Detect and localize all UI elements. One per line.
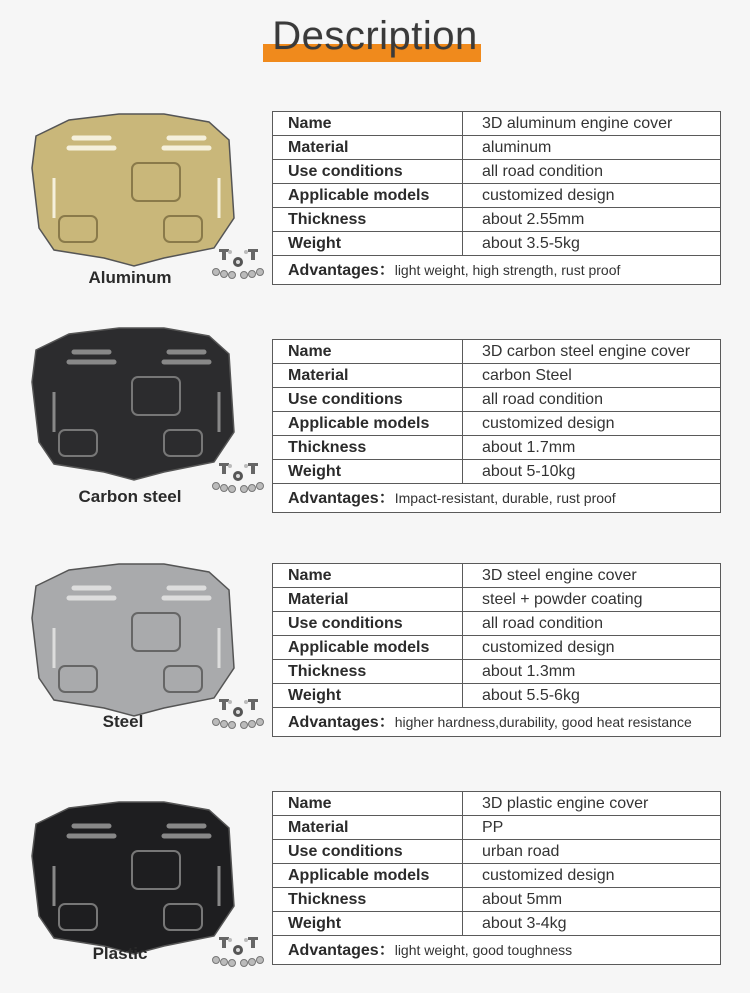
engine-cover-plate-icon <box>32 328 234 480</box>
thickness-label: Thickness <box>273 436 463 460</box>
advantages-label: Advantages： <box>288 489 395 507</box>
engine-cover-plate-icon <box>32 114 234 266</box>
use-conditions-value: urban road <box>463 840 721 864</box>
material-label: Material <box>273 816 463 840</box>
use-conditions-label: Use conditions <box>273 840 463 864</box>
page-title: Description <box>272 14 478 58</box>
advantages-cell <box>273 256 721 285</box>
table-row <box>273 256 721 285</box>
table-row <box>273 816 721 840</box>
table-row <box>273 612 721 636</box>
name-label: Name <box>273 792 463 816</box>
spec-table <box>272 791 721 965</box>
thickness-label: Thickness <box>273 660 463 684</box>
name-value: 3D aluminum engine cover <box>463 112 721 136</box>
use-conditions-label: Use conditions <box>273 388 463 412</box>
table-row <box>273 684 721 708</box>
weight-label: Weight <box>273 232 463 256</box>
applicable-models-label: Applicable models <box>273 412 463 436</box>
table-row <box>273 232 721 256</box>
weight-label: Weight <box>273 460 463 484</box>
use-conditions-value: all road condition <box>463 612 721 636</box>
advantages-value: Impact-resistant, durable, rust proof <box>394 489 616 506</box>
advantages-value: light weight, high strength, rust proof <box>394 261 621 278</box>
advantages-label: Advantages： <box>288 261 395 279</box>
thickness-label: Thickness <box>273 888 463 912</box>
material-value: carbon Steel <box>463 364 721 388</box>
mounting-hardware-icon <box>213 937 264 967</box>
applicable-models-label: Applicable models <box>273 636 463 660</box>
table-row <box>273 936 721 965</box>
use-conditions-value: all road condition <box>463 160 721 184</box>
name-label: Name <box>273 112 463 136</box>
advantages-value: light weight, good toughness <box>394 941 573 958</box>
table-row <box>273 364 721 388</box>
table-row <box>273 460 721 484</box>
table-row <box>273 588 721 612</box>
applicable-models-value: customized design <box>463 184 721 208</box>
advantages-value: higher hardness,durability, good heat resistance <box>394 713 692 730</box>
table-row <box>273 340 721 364</box>
table-row <box>273 912 721 936</box>
table-row <box>273 888 721 912</box>
advantages-cell <box>273 708 721 737</box>
thickness-label: Thickness <box>273 208 463 232</box>
material-label: Material <box>273 364 463 388</box>
table-row <box>273 388 721 412</box>
name-value: 3D plastic engine cover <box>463 792 721 816</box>
table-row <box>273 412 721 436</box>
material-value: aluminum <box>463 136 721 160</box>
table-row <box>273 792 721 816</box>
engine-cover-plate-icon <box>32 564 234 716</box>
use-conditions-label: Use conditions <box>273 160 463 184</box>
weight-value: about 5.5-6kg <box>463 684 721 708</box>
table-row <box>273 184 721 208</box>
thickness-value: about 2.55mm <box>463 208 721 232</box>
material-label: Material <box>273 136 463 160</box>
product-caption: Carbon steel <box>78 487 182 506</box>
weight-value: about 5-10kg <box>463 460 721 484</box>
product-image <box>14 322 270 512</box>
spec-table <box>272 563 721 737</box>
applicable-models-value: customized design <box>463 412 721 436</box>
table-row <box>273 660 721 684</box>
table-row <box>273 484 721 513</box>
applicable-models-value: customized design <box>463 636 721 660</box>
product-caption: Aluminum <box>88 268 172 287</box>
table-row <box>273 160 721 184</box>
spec-table <box>272 111 721 285</box>
name-value: 3D steel engine cover <box>463 564 721 588</box>
table-row <box>273 436 721 460</box>
material-value: steel + powder coating <box>463 588 721 612</box>
use-conditions-label: Use conditions <box>273 612 463 636</box>
weight-value: about 3.5-5kg <box>463 232 721 256</box>
spec-table <box>272 339 721 513</box>
table-row <box>273 840 721 864</box>
table-row <box>273 636 721 660</box>
name-label: Name <box>273 340 463 364</box>
applicable-models-label: Applicable models <box>273 864 463 888</box>
name-value: 3D carbon steel engine cover <box>463 340 721 364</box>
material-label: Material <box>273 588 463 612</box>
table-row <box>273 708 721 737</box>
table-row <box>273 564 721 588</box>
weight-label: Weight <box>273 684 463 708</box>
applicable-models-value: customized design <box>463 864 721 888</box>
table-row <box>273 136 721 160</box>
applicable-models-label: Applicable models <box>273 184 463 208</box>
product-caption: Plastic <box>92 944 148 963</box>
table-row <box>273 112 721 136</box>
table-row <box>273 864 721 888</box>
advantages-cell <box>273 484 721 513</box>
advantages-cell <box>273 936 721 965</box>
use-conditions-value: all road condition <box>463 388 721 412</box>
thickness-value: about 5mm <box>463 888 721 912</box>
advantages-label: Advantages： <box>288 941 395 959</box>
name-label: Name <box>273 564 463 588</box>
engine-cover-plate-icon <box>32 802 234 954</box>
table-row <box>273 208 721 232</box>
weight-label: Weight <box>273 912 463 936</box>
thickness-value: about 1.3mm <box>463 660 721 684</box>
material-value: PP <box>463 816 721 840</box>
weight-value: about 3-4kg <box>463 912 721 936</box>
thickness-value: about 1.7mm <box>463 436 721 460</box>
product-caption: Steel <box>102 712 144 731</box>
header <box>0 0 750 80</box>
advantages-label: Advantages： <box>288 713 395 731</box>
